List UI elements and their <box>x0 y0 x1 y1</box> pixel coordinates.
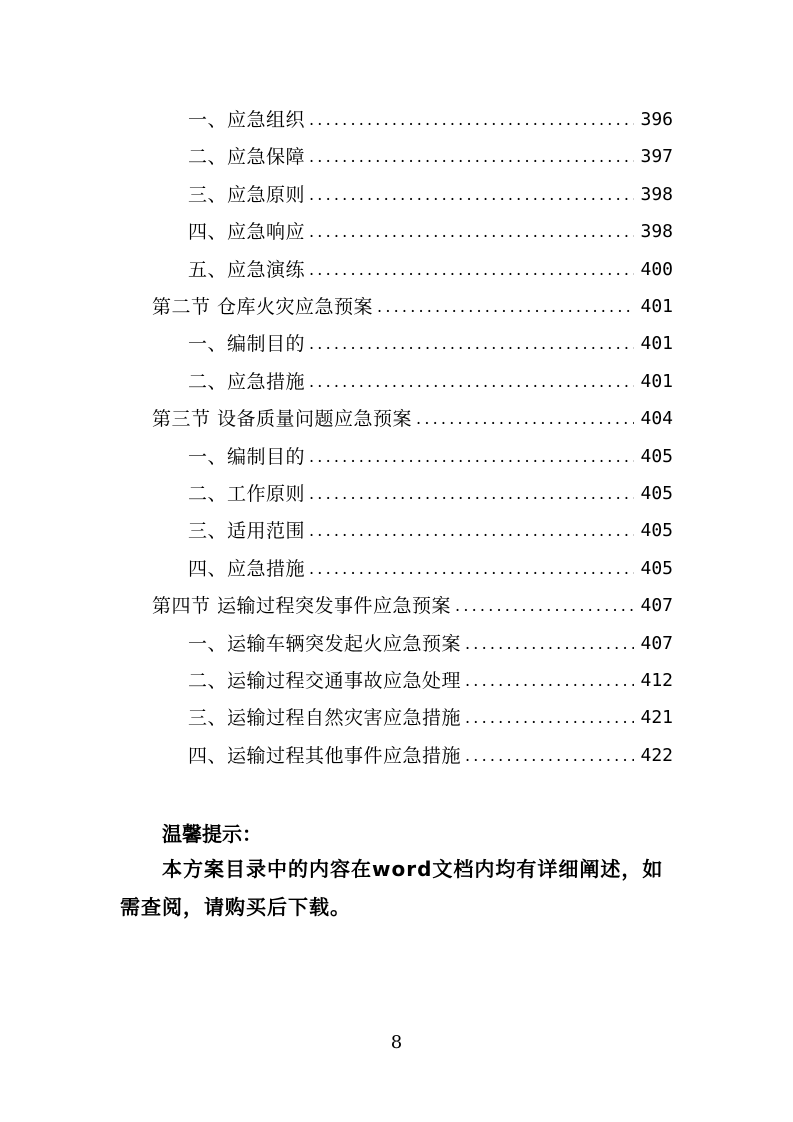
toc-entry[interactable] <box>188 632 673 656</box>
toc-entry-label: 一、应急组织 <box>188 109 306 131</box>
toc-leader-dots <box>309 258 634 282</box>
toc-entry-label: 一、编制目的 <box>188 333 306 356</box>
toc-section-entry[interactable] <box>152 295 673 319</box>
toc-entry-label: 一、运输车辆突发起火应急预案 <box>188 632 462 655</box>
toc-leader-dots <box>416 407 634 431</box>
toc-entry-page: 422 <box>640 744 673 766</box>
toc-entry[interactable] <box>188 482 673 506</box>
toc-section-entry[interactable] <box>152 407 673 431</box>
toc-entry[interactable] <box>188 258 673 282</box>
toc-entry[interactable] <box>188 183 673 207</box>
toc-leader-dots <box>309 108 634 132</box>
toc-entry-label: 四、运输过程其他事件应急措施 <box>188 744 462 767</box>
toc-entry-label: 五、应急演练 <box>188 258 306 281</box>
toc-entry-label: 一、编制目的 <box>188 445 306 468</box>
toc-leader-dots <box>309 482 634 506</box>
toc-leader-dots <box>309 445 634 469</box>
toc-leader-dots <box>309 220 634 244</box>
toc-leader-dots <box>309 557 634 581</box>
toc-entry-page: 421 <box>640 707 673 729</box>
toc-leader-dots <box>309 145 634 169</box>
notice-body: 本方案目录中的内容在word文档内均有详细阐述，如需查阅，请购买后下载。 <box>120 857 664 919</box>
toc-entry[interactable] <box>188 669 673 693</box>
toc-entry-page: 405 <box>640 520 673 542</box>
toc-entry-label: 二、应急措施 <box>188 370 306 393</box>
toc-entry-label: 三、运输过程自然灾害应急措施 <box>188 707 462 730</box>
toc-entry-page: 398 <box>640 221 673 243</box>
toc-entry-label: 三、适用范围 <box>188 520 306 543</box>
toc-leader-dots <box>309 332 634 356</box>
toc-entry[interactable] <box>188 220 673 244</box>
toc-entry[interactable] <box>188 332 673 356</box>
toc-entry-page: 405 <box>640 445 673 467</box>
toc-leader-dots <box>455 594 634 618</box>
toc-entry-label: 第四节 运输过程突发事件应急预案 <box>152 595 452 618</box>
toc-entry-page: 401 <box>640 333 673 355</box>
toc-entry-label: 三、应急原则 <box>188 183 306 206</box>
toc-leader-dots <box>465 632 634 656</box>
toc-entry-label: 第二节 仓库火灾应急预案 <box>152 296 374 318</box>
toc-entry-page: 405 <box>640 483 673 504</box>
toc-entry-page: 404 <box>640 408 673 430</box>
toc-entry-page: 400 <box>640 258 673 280</box>
toc-leader-dots <box>465 744 634 768</box>
toc-leader-dots <box>377 295 634 319</box>
toc-entry-page: 401 <box>640 296 673 317</box>
toc-entry[interactable] <box>188 557 673 581</box>
toc-entry[interactable] <box>188 108 673 132</box>
toc-leader-dots <box>309 370 634 394</box>
toc-entry-label: 二、工作原则 <box>188 483 306 505</box>
toc-entry-label: 四、应急响应 <box>188 221 306 244</box>
toc-entry-label: 二、运输过程交通事故应急处理 <box>188 670 462 692</box>
toc-entry-page: 396 <box>640 109 673 130</box>
toc-entry-page: 407 <box>640 632 673 654</box>
toc-entry-page: 398 <box>640 183 673 205</box>
toc-entry-label: 第三节 设备质量问题应急预案 <box>152 408 413 431</box>
toc-leader-dots <box>465 669 634 693</box>
toc-leader-dots <box>309 519 634 543</box>
toc-leader-dots <box>465 706 634 730</box>
toc-entry[interactable] <box>188 445 673 469</box>
toc-entry-page: 407 <box>640 595 673 617</box>
toc-entry[interactable] <box>188 370 673 394</box>
page-number: 8 <box>390 1032 403 1053</box>
toc-entry[interactable] <box>188 706 673 730</box>
toc-entry-page: 412 <box>640 670 673 691</box>
toc-entry[interactable] <box>188 519 673 543</box>
toc-entry-page: 405 <box>640 557 673 579</box>
toc-entry[interactable] <box>188 145 673 169</box>
notice-title: 温馨提示： <box>162 822 262 846</box>
toc-entry-label: 四、应急措施 <box>188 557 306 580</box>
toc-entry-page: 397 <box>640 146 673 168</box>
toc-entry-label: 二、应急保障 <box>188 146 306 169</box>
toc-entry[interactable] <box>188 744 673 768</box>
toc-section-entry[interactable] <box>152 594 673 618</box>
toc-entry-page: 401 <box>640 370 673 392</box>
toc-leader-dots <box>309 183 634 207</box>
